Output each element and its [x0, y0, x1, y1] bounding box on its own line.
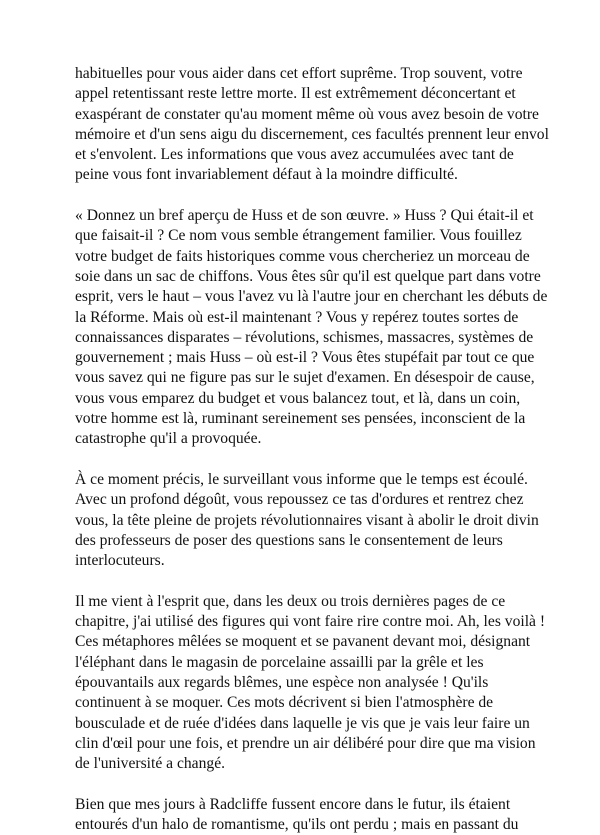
text-line: peine vous font invariablement défaut à la moindre difficulté. — [75, 166, 458, 184]
text-line: interlocuteurs. — [75, 552, 165, 570]
text-line: vous vous emparez du budget et vous balancez tout, et là, dans un coin, — [75, 389, 521, 407]
text-line: vous, la tête pleine de projets révolutionnaires visant à abolir le droit divin — [75, 511, 539, 529]
paragraph — [75, 795, 519, 835]
paragraph — [75, 64, 549, 186]
text-line: votre homme est là, ruminant sereinement ses pensées, inconscient de la — [75, 410, 526, 428]
text-line: À ce moment précis, le surveillant vous informe que le temps est écoulé. — [75, 470, 528, 488]
text-line: chapitre, j'ai utilisé des figures qui vont faire rire contre moi. Ah, les voilà ! — [75, 613, 546, 631]
text-line: de l'université a changé. — [75, 755, 226, 773]
text-line: « Donnez un bref aperçu de Huss et de son œuvre. » Huss ? Qui était-il et — [75, 207, 534, 225]
text-line: appel retentissant reste lettre morte. Il est extrêmement déconcertant et — [75, 85, 516, 103]
text-line: Avec un profond dégoût, vous repoussez ce tas d'ordures et rentrez chez — [75, 491, 524, 509]
text-line: soie dans un sac de chiffons. Vous êtes sûr qu'il est quelque part dans votre — [75, 267, 541, 285]
text-line: entourés d'un halo de romantisme, qu'ils ont perdu ; mais en passant du — [75, 815, 519, 833]
text-line: la Réforme. Mais où est-il maintenant ? Vous y repérez toutes sortes de — [75, 308, 519, 326]
text-line: Ces métaphores mêlées se moquent et se pavanent devant moi, désignant — [75, 633, 531, 651]
text-line: continuent à se moquer. Ces mots décrivent si bien l'atmosphère de — [75, 694, 494, 712]
text-line: que faisait-il ? Ce nom vous semble étrangement familier. Vous fouillez — [75, 227, 522, 245]
paragraph — [75, 470, 539, 571]
text-line: votre budget de faits historiques comme vous chercheriez un morceau de — [75, 247, 530, 265]
text-line: bousculade et de ruée d'idées dans laquelle je vis que je vais leur faire un — [75, 714, 530, 732]
text-line: Bien que mes jours à Radcliffe fussent encore dans le futur, ils étaient — [75, 795, 511, 813]
paragraph — [75, 206, 548, 450]
text-line: épouvantails aux regards blêmes, une espèce non analysée ! Qu'ils — [75, 673, 489, 691]
paragraph — [75, 592, 546, 775]
text-line: esprit, vers le haut – vous l'avez vu là l'autre jour en cherchant les débuts de — [75, 288, 548, 306]
text-line: vous savez qui ne figure pas sur le sujet d'examen. En désespoir de cause, — [75, 369, 535, 387]
text-line: connaissances disparates – révolutions, schismes, massacres, systèmes de — [75, 328, 534, 346]
text-line: habituelles pour vous aider dans cet effort suprême. Trop souvent, votre — [75, 65, 523, 82]
text-line: mémoire et d'un sens aigu du discernement, ces facultés prennent leur envol — [75, 125, 549, 143]
text-line: l'éléphant dans le magasin de porcelaine assailli par la grêle et les — [75, 653, 484, 671]
text-line: gouvernement ; mais Huss – où est-il ? Vous êtes stupéfait par tout ce que — [75, 349, 535, 367]
text-line: Il me vient à l'esprit que, dans les deux ou trois dernières pages de ce — [75, 592, 506, 610]
text-line: exaspérant de constater qu'au moment même où vous avez besoin de votre — [75, 105, 539, 123]
text-line: et s'envolent. Les informations que vous avez accumulées avec tant de — [75, 146, 514, 164]
text-line: clin d'œil pour une fois, et prendre un air délibéré pour dire que ma vision — [75, 734, 536, 752]
text-line: des professeurs de poser des questions sans le consentement de leurs — [75, 531, 503, 549]
text-line: catastrophe qu'il a provoquée. — [75, 430, 262, 448]
